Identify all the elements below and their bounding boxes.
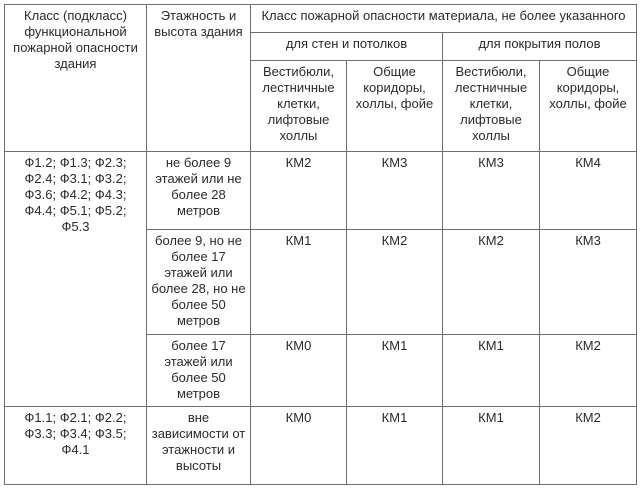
- value-cell: КМ1: [347, 407, 443, 485]
- value-cell: КМ1: [347, 335, 443, 407]
- header-floors-vestibules: Вестибюли, лестничные клетки, лифтовые холлы: [443, 61, 540, 152]
- header-material-cell: Класс пожарной опасности материала, не более указанного: [251, 5, 637, 33]
- value-cell: КМ1: [251, 230, 347, 335]
- header-class-cell: Класс (подкласс) функциональной пожарной опасности здания: [5, 5, 147, 152]
- value-cell: КМ3: [443, 152, 540, 230]
- header-height-cell: Этажность и высота здания: [147, 5, 251, 152]
- header-row-1: [5, 5, 637, 33]
- table-row: [5, 152, 637, 230]
- group-2-classes: Ф1.1; Ф2.1; Ф2.2; Ф3.3; Ф3.4; Ф3.5; Ф4.1: [5, 407, 147, 485]
- header-walls-vestibules: Вестибюли, лестничные клетки, лифтовые холлы: [251, 61, 347, 152]
- value-cell: КМ1: [443, 407, 540, 485]
- value-cell: КМ2: [540, 407, 637, 485]
- value-cell: КМ3: [540, 230, 637, 335]
- height-cell: более 9, но не более 17 этажей или более 28, но не более 50 метров: [147, 230, 251, 335]
- value-cell: КМ2: [347, 230, 443, 335]
- header-floors-corridors: Общие коридоры, холлы, фойе: [540, 61, 637, 152]
- value-cell: КМ0: [251, 407, 347, 485]
- header-walls-group: для стен и потолков: [251, 33, 443, 61]
- value-cell: КМ4: [540, 152, 637, 230]
- table-row: [5, 407, 637, 485]
- value-cell: КМ0: [251, 335, 347, 407]
- value-cell: КМ2: [443, 230, 540, 335]
- value-cell: КМ3: [347, 152, 443, 230]
- header-floors-group: для покрытия полов: [443, 33, 637, 61]
- group-1-classes: Ф1.2; Ф1.3; Ф2.3; Ф2.4; Ф3.1; Ф3.2; Ф3.6; Ф4.2; Ф4.3; Ф4.4; Ф5.1; Ф5.2; Ф5.3: [5, 152, 147, 407]
- fire-hazard-table: [4, 4, 637, 485]
- height-cell: более 17 этажей или более 50 метров: [147, 335, 251, 407]
- value-cell: КМ2: [251, 152, 347, 230]
- value-cell: КМ1: [443, 335, 540, 407]
- height-cell: не более 9 этажей или не более 28 метров: [147, 152, 251, 230]
- value-cell: КМ2: [540, 335, 637, 407]
- height-cell: вне зависимости от этажности и высоты: [147, 407, 251, 485]
- header-walls-corridors: Общие коридоры, холлы, фойе: [347, 61, 443, 152]
